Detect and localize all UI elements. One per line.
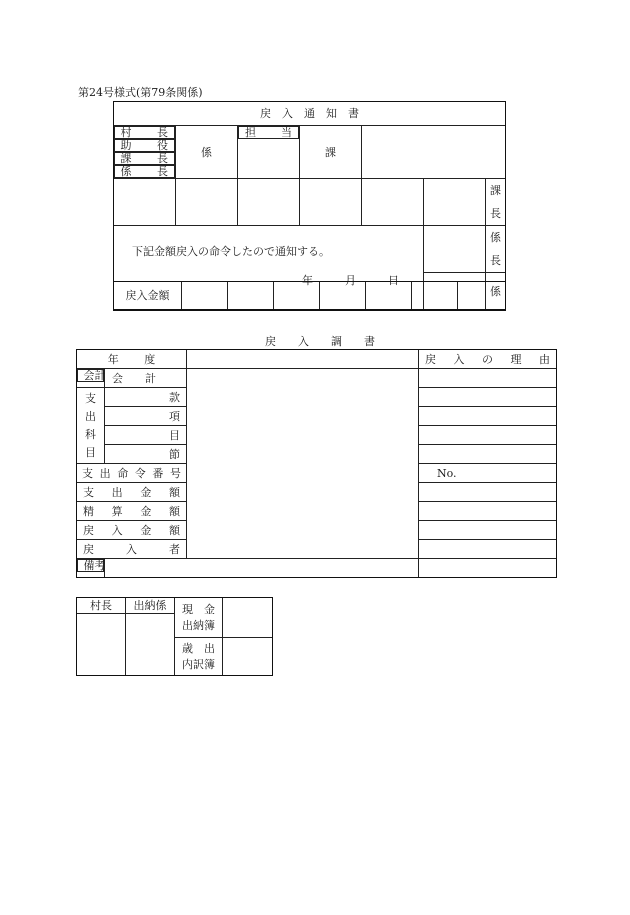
header-section-chief: 課 長: [114, 152, 176, 165]
label-refund-amount: 戻 入 金 額: [77, 521, 187, 540]
value-item-setsu: [419, 445, 557, 464]
header-village-head-stamp: 村長: [77, 598, 126, 614]
value-refund-reason: [187, 369, 419, 559]
label-expenditure-ledger: 歳 出 内訳簿: [175, 638, 223, 676]
amount-digit: [182, 282, 228, 310]
stamp-village-head: [77, 614, 126, 676]
label-cash-ledger: 現 金 出納簿: [175, 598, 223, 638]
refund-notice-table: [113, 101, 506, 311]
value-settled-amount: [419, 502, 557, 521]
seal-in-charge-1: [424, 179, 486, 226]
label-payment-amount: 支 出 金 額: [77, 483, 187, 502]
label-item-kou: 項: [105, 407, 187, 426]
seal-staff: [362, 179, 424, 226]
header-treasurer-stamp: 出納係: [126, 598, 175, 614]
label-fiscal-year: 年 度: [77, 350, 187, 369]
label-item-moku: 目: [105, 426, 187, 445]
value-payment-amount: [419, 483, 557, 502]
amount-digit: [366, 282, 412, 310]
label-remarks: 備 考: [77, 559, 105, 572]
seal-section-chief: [238, 179, 300, 226]
approval-stamp-table: [76, 597, 273, 676]
label-expense-category: 支 出 科 目: [77, 388, 105, 464]
side-label-section-chief: 課 長: [486, 179, 506, 226]
stamp-cash-ledger: [223, 598, 273, 638]
value-refunder: [419, 540, 557, 559]
amount-digit: [274, 282, 320, 310]
amount-digit: [412, 282, 458, 310]
amount-digit: [320, 282, 366, 310]
value-remarks: [105, 559, 419, 578]
seal-in-charge-2: [424, 226, 486, 273]
stamp-treasurer: [126, 614, 175, 676]
header-village-head: 村 長: [114, 126, 176, 139]
value-item-kan: [419, 388, 557, 407]
notice-message: 下記金額戻入の命令したので通知する。: [132, 245, 330, 258]
side-label-staff: 係: [486, 273, 506, 311]
header-deputy: 助 役: [114, 139, 176, 152]
investigation-title: 戻 入 調 書: [265, 335, 375, 348]
seal-deputy: [176, 179, 238, 226]
form-number-label: 第24号様式(第79条関係): [78, 86, 203, 99]
amount-digit: [458, 282, 506, 310]
value-order-number: No.: [419, 464, 557, 483]
side-label-section: 課: [300, 126, 362, 179]
refund-amount-label: 戻入金額: [114, 282, 182, 310]
value-item-kou: [419, 407, 557, 426]
label-settled-amount: 精 算 金 額: [77, 502, 187, 521]
value-item-moku: [419, 426, 557, 445]
seal-subsection-chief: [300, 179, 362, 226]
value-fiscal-year: [187, 350, 419, 369]
seal-village-head: [114, 179, 176, 226]
label-order-number: 支 出 命 令 番 号: [77, 464, 187, 483]
notice-date: 年 月 日: [302, 274, 399, 287]
value-account: 会 計: [105, 369, 187, 388]
amount-digit: [228, 282, 274, 310]
refund-investigation-table: [76, 349, 557, 578]
label-item-kan: 款: [105, 388, 187, 407]
label-refund-reason: 戻 入 の 理 由: [419, 350, 557, 369]
value-refund-amount: [419, 521, 557, 540]
notice-title: 戻 入 通 知 書: [114, 102, 506, 126]
label-account: 会 計: [77, 369, 105, 382]
stamp-expenditure-ledger: [223, 638, 273, 676]
header-in-charge: 担 当: [238, 126, 299, 139]
label-refunder: 戻 入 者: [77, 540, 187, 559]
header-subsection-chief: 係 長: [114, 165, 176, 178]
header-staff: 係: [176, 126, 238, 179]
label-item-setsu: 節: [105, 445, 187, 464]
refund-amount-row: [113, 281, 506, 310]
side-label-subsection-chief: 係 長: [486, 226, 506, 273]
